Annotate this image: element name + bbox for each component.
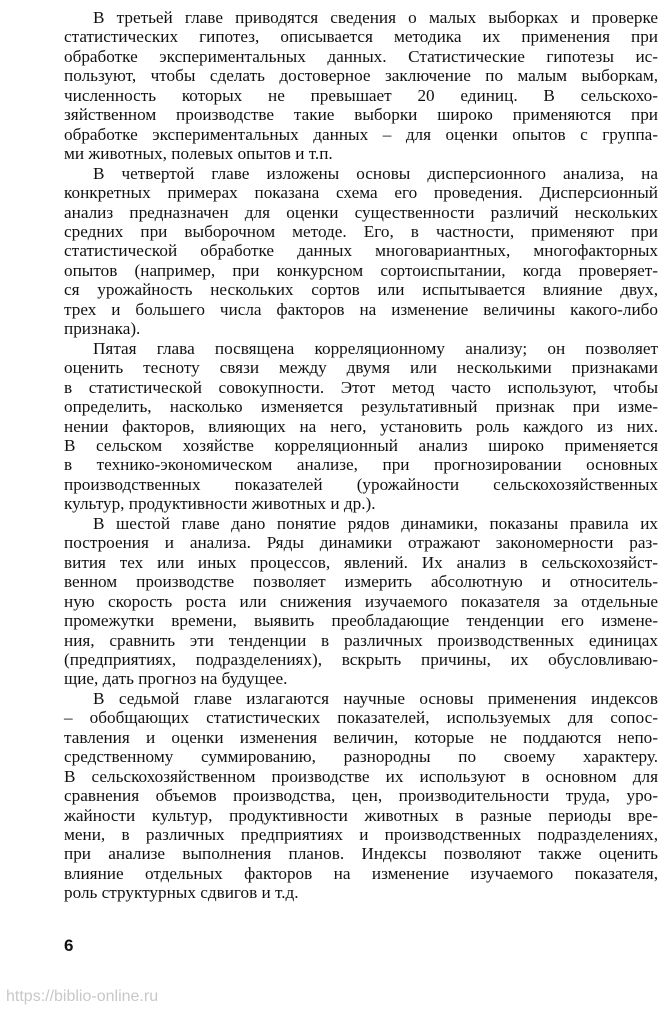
text-line: роль структурных сдвигов и т.д. <box>64 883 299 903</box>
text-line: В седьмой главе излагаются научные основы применения индексов <box>93 688 658 708</box>
text-line: определить, насколько изменяется результативный признак при изме- <box>64 397 658 417</box>
paragraph-chapter-3 <box>64 8 658 164</box>
text-line: в технико-экономическом анализе, при прогнозировании основных <box>64 455 658 475</box>
text-line: опытов (например, при конкурсном сортоиспытании, когда проверяет- <box>64 260 658 280</box>
text-line: средственному суммированию, разнородны по своему характеру. <box>64 747 658 767</box>
text-line: жайности культур, продуктивности животных в разные периоды вре- <box>64 805 658 825</box>
text-line: Пятая глава посвящена корреляционному анализу; он позволяет <box>93 338 658 358</box>
text-line: трех и большего числа факторов на изменение величины какого-либо <box>64 299 658 319</box>
text-line: оценить тесноту связи между двумя или несколькими признаками <box>64 358 658 378</box>
text-line: В четвертой главе изложены основы дисперсионного анализа, на <box>93 163 658 183</box>
paragraph-chapter-4 <box>64 164 658 339</box>
text-line: нении факторов, влияющих на него, установить роль каждого из них. <box>64 416 658 436</box>
text-line: щие, дать прогноз на будущее. <box>64 669 288 689</box>
text-line: культур, продуктивности животных и др.). <box>64 494 376 514</box>
text-line: В сельском хозяйстве корреляционный анализ широко применяется <box>64 435 658 455</box>
document-body <box>64 8 658 903</box>
text-line: В сельскохозяйственном производстве их используют в основном для <box>64 766 658 786</box>
text-line: венном производстве позволяет измерить абсолютную и относитель- <box>64 572 658 592</box>
paragraph-chapter-7 <box>64 689 658 903</box>
text-line: при анализе выполнения планов. Индексы позволяют также оценить <box>64 844 658 864</box>
text-line: ми животных, полевых опытов и т.п. <box>64 144 333 164</box>
text-line: тавления и оценки изменения величин, которые не поддаются непо- <box>64 727 658 747</box>
text-line: зяйственном производстве такие выборки широко применяются при <box>64 105 658 125</box>
text-line: В третьей главе приводятся сведения о малых выборках и проверке <box>93 8 658 27</box>
text-line: обработке экспериментальных данных – для оценки опытов с группа- <box>64 124 658 144</box>
text-line: анализ предназначен для оценки существенности различий нескольких <box>64 202 658 222</box>
text-line: в статистической совокупности. Этот метод часто используют, чтобы <box>64 377 658 397</box>
text-line: построения и анализа. Ряды динамики отражают закономерности раз- <box>64 533 658 553</box>
text-line: численность которых не превышает 20 единиц. В сельскохо- <box>64 85 658 105</box>
text-line: влияние отдельных факторов на изменение изучаемого показателя, <box>64 863 658 883</box>
text-line: ния, сравнить эти тенденции в различных производственных единицах <box>64 630 658 650</box>
paragraph-chapter-6 <box>64 514 658 689</box>
text-line: производственных показателей (урожайности сельскохозяйственных <box>64 474 658 494</box>
text-line: конкретных примерах показана схема его проведения. Дисперсионный <box>64 183 658 203</box>
text-line: ся урожайность нескольких сортов или испытывается влияние двух, <box>64 280 658 300</box>
text-line: признака). <box>64 319 141 339</box>
source-watermark: https://biblio-online.ru <box>6 988 159 1005</box>
text-line: промежутки времени, выявить преобладающие тенденции его измене- <box>64 611 658 631</box>
text-line: мени, в различных предприятиях и производственных подразделениях, <box>64 825 658 845</box>
text-line: обработке экспериментальных данных. Статистические гипотезы ис- <box>64 46 658 66</box>
text-line: ную скорость роста или снижения изучаемого показателя за отдельные <box>64 591 658 611</box>
text-line: В шестой главе дано понятие рядов динамики, показаны правила их <box>93 513 658 533</box>
text-line: пользуют, чтобы сделать достоверное заключение по малым выборкам, <box>64 66 658 86</box>
text-line: вития тех или иных процессов, явлений. Их анализ в сельскохозяйст- <box>64 552 658 572</box>
page-number: 6 <box>64 936 74 955</box>
text-line: статистических гипотез, описывается методика их применения при <box>64 27 658 47</box>
text-line: статистической обработке данных многовариантных, многофакторных <box>64 241 658 261</box>
text-line: – обобщающих статистических показателей, используемых для сопос- <box>64 708 658 728</box>
text-line: сравнения объемов производства, цен, производительности труда, уро- <box>64 786 658 806</box>
paragraph-chapter-5 <box>64 339 658 514</box>
text-line: (предприятиях, подразделениях), вскрыть причины, их обусловливаю- <box>64 649 658 669</box>
text-line: средних при выборочном методе. Его, в частности, применяют при <box>64 221 658 241</box>
